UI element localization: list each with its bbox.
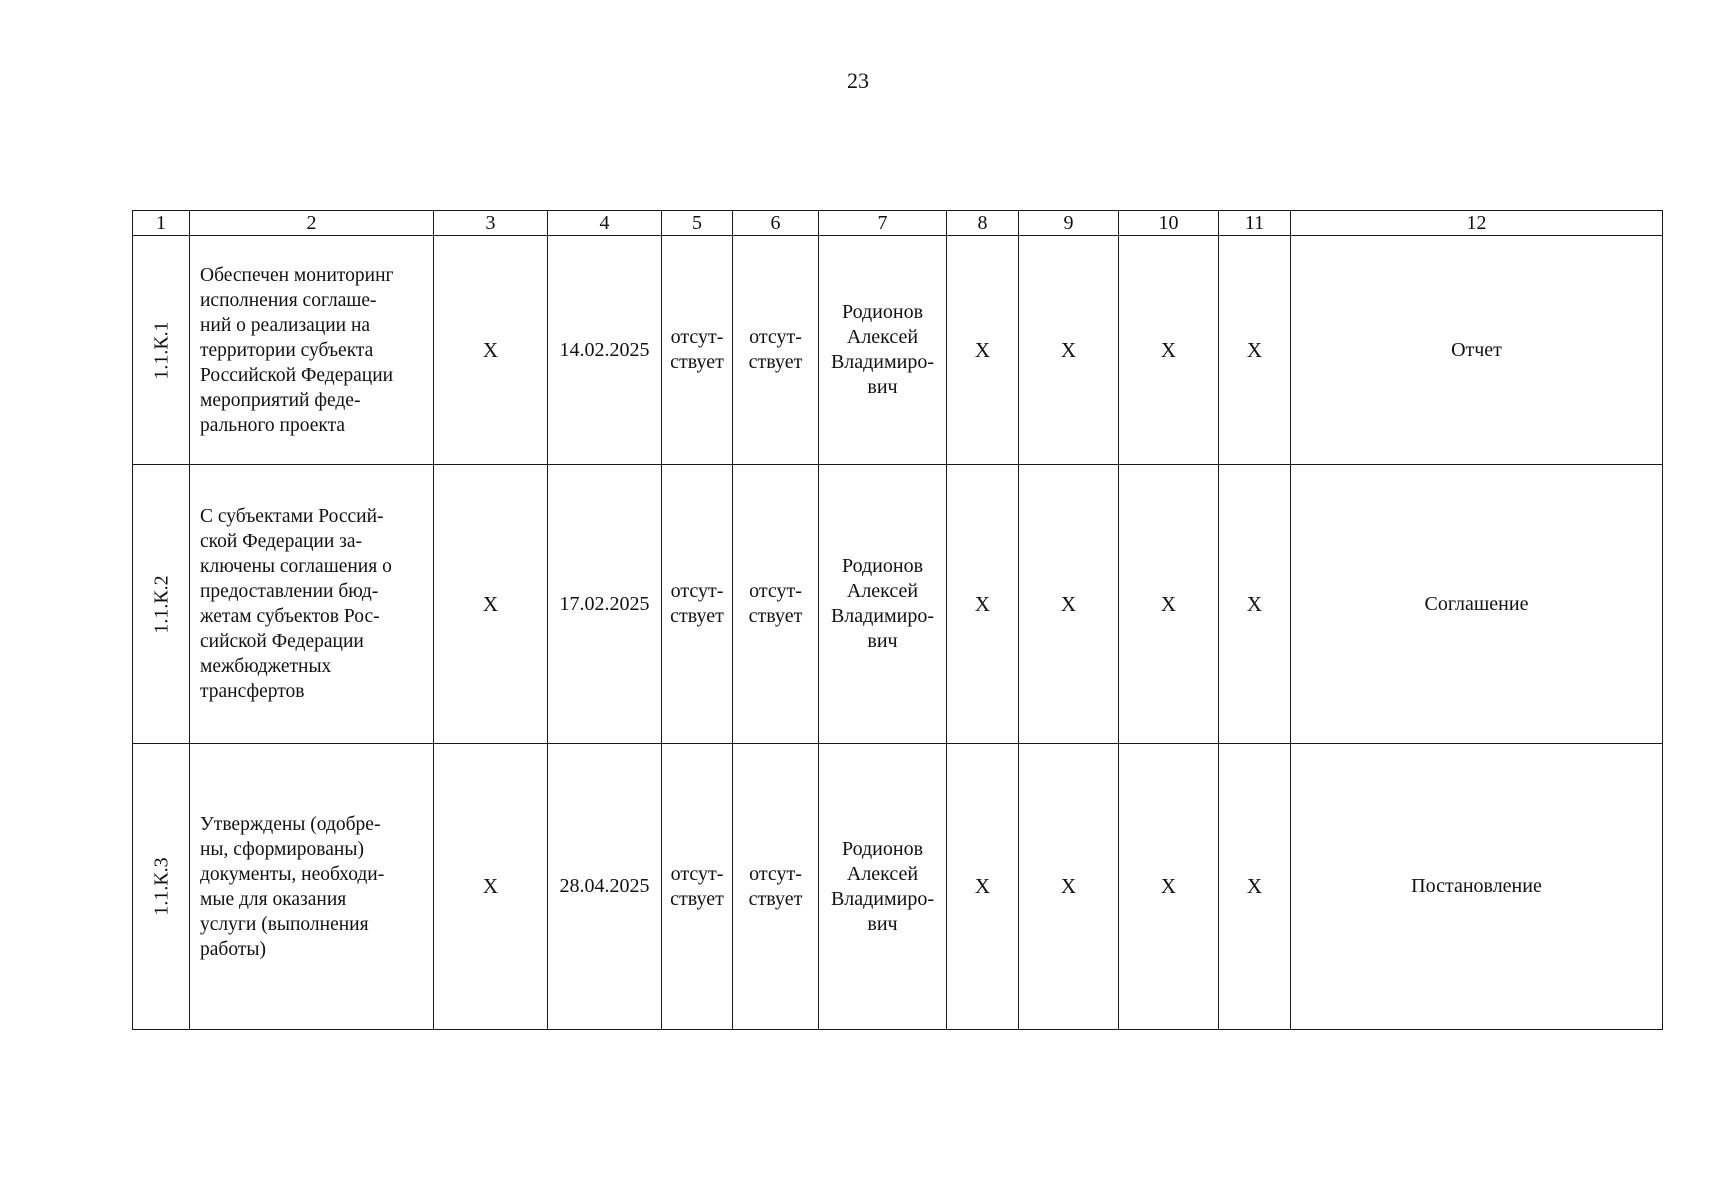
row-code: 1.1.К.2 [150, 574, 173, 634]
column-header-10: 10 [1119, 211, 1219, 236]
cell-col3: Х [434, 236, 548, 465]
column-header-2: 2 [190, 211, 434, 236]
table-row [133, 744, 1663, 1030]
column-header-8: 8 [947, 211, 1019, 236]
table-row [133, 465, 1663, 744]
cell-col6: отсут- ствует [733, 744, 819, 1030]
row-description-cell [190, 744, 434, 1030]
column-header-11: 11 [1219, 211, 1291, 236]
row-code-cell [133, 465, 190, 744]
cell-col3: Х [434, 465, 548, 744]
cell-responsible: Родионов Алексей Владимиро- вич [819, 744, 947, 1030]
cell-col9: Х [1019, 465, 1119, 744]
cell-col5: отсут- ствует [662, 744, 733, 1030]
control-points-table [132, 210, 1663, 1030]
cell-date: 14.02.2025 [548, 236, 662, 465]
table-row [133, 236, 1663, 465]
cell-document: Отчет [1291, 236, 1663, 465]
column-header-4: 4 [548, 211, 662, 236]
row-code: 1.1.К.1 [150, 320, 173, 380]
page-number: 23 [847, 68, 869, 93]
row-code-cell [133, 744, 190, 1030]
column-header-3: 3 [434, 211, 548, 236]
cell-col6: отсут- ствует [733, 236, 819, 465]
cell-col5: отсут- ствует [662, 465, 733, 744]
cell-col11: Х [1219, 236, 1291, 465]
cell-col9: Х [1019, 744, 1119, 1030]
row-description: С субъектами Россий- ской Федерации за- ключены соглашения о предоставлении бюд- жетам субъектов Рос- сийской Федерации межбюджетных трансфертов [200, 506, 392, 702]
cell-col8: Х [947, 236, 1019, 465]
cell-document: Постановление [1291, 744, 1663, 1030]
row-description-cell [190, 465, 434, 744]
column-header-12: 12 [1291, 211, 1663, 236]
column-header-9: 9 [1019, 211, 1119, 236]
row-code-cell [133, 236, 190, 465]
cell-col11: Х [1219, 744, 1291, 1030]
row-description: Обеспечен мониторинг исполнения соглаше- ний о реализации на территории субъекта Российской Федерации мероприятий феде- рального проекта [200, 264, 394, 436]
cell-date: 17.02.2025 [548, 465, 662, 744]
cell-col9: Х [1019, 236, 1119, 465]
column-header-7: 7 [819, 211, 947, 236]
row-description-cell [190, 236, 434, 465]
cell-col10: Х [1119, 744, 1219, 1030]
cell-col10: Х [1119, 465, 1219, 744]
column-header-6: 6 [733, 211, 819, 236]
cell-responsible: Родионов Алексей Владимиро- вич [819, 236, 947, 465]
cell-col8: Х [947, 465, 1019, 744]
cell-col11: Х [1219, 465, 1291, 744]
cell-col10: Х [1119, 236, 1219, 465]
column-header-1: 1 [133, 211, 190, 236]
cell-col5: отсут- ствует [662, 236, 733, 465]
cell-col8: Х [947, 744, 1019, 1030]
cell-col3: Х [434, 744, 548, 1030]
row-code: 1.1.К.3 [150, 857, 173, 916]
row-description: Утверждены (одобре- ны, сформированы) документы, необходи- мые для оказания услуги (выполнения работы) [200, 813, 385, 960]
cell-date: 28.04.2025 [548, 744, 662, 1030]
cell-document: Соглашение [1291, 465, 1663, 744]
cell-col6: отсут- ствует [733, 465, 819, 744]
cell-responsible: Родионов Алексей Владимиро- вич [819, 465, 947, 744]
header-row [133, 211, 1663, 236]
column-header-5: 5 [662, 211, 733, 236]
